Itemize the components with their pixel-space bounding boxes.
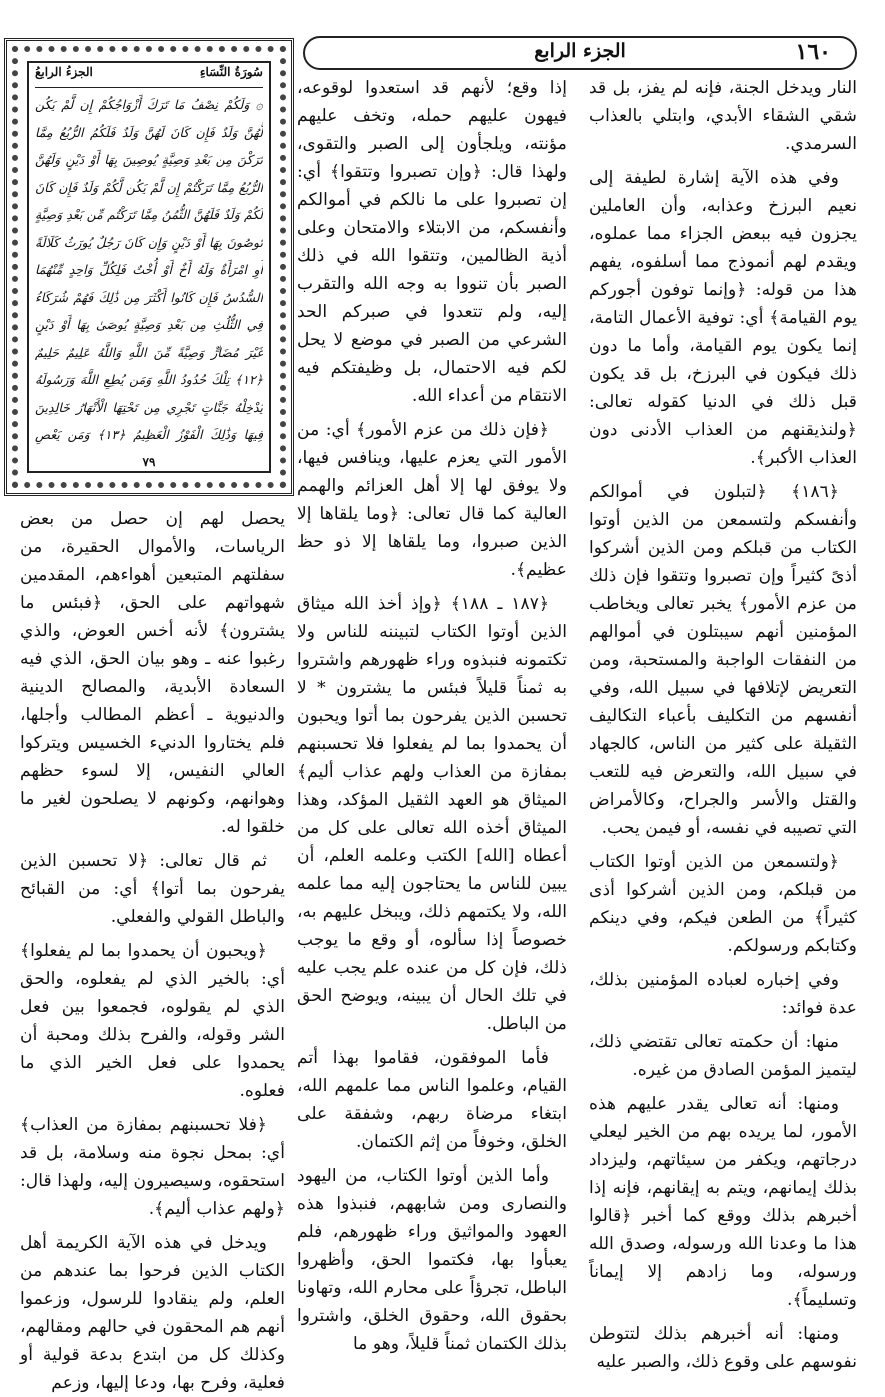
text-column-right	[589, 74, 857, 1374]
page-header	[303, 36, 857, 70]
mushaf-surah-name: سُورَةُ النِّسَاءِ	[199, 65, 263, 79]
mushaf-page-number: ٧٩	[142, 455, 156, 469]
paragraph: وفي إخباره لعباده المؤمنين بذلك، عدة فوائد:	[589, 970, 857, 1018]
mushaf-juz-mark: الجزءُ الرابعُ	[35, 65, 93, 79]
mushaf-page-image	[4, 38, 294, 496]
paragraph: ﴿فلا تحسبنهم بمفازة من العذاب﴾ أي: بمحل نجوة منه وسلامة، بل قد استحقوه، وسيصيرون إليه، ولهذا قال: ﴿ولهم عذاب أليم﴾.	[20, 1115, 285, 1219]
paragraph: وأما الذين أوتوا الكتاب، من اليهود والنصارى ومن شابههم، فنبذوا هذه العهود والمواثيق وراء ظهورهم، فلم يعبأوا بها، فكتموا الحق، وأظهروا الباطل، تجرؤاً على محارم الله، وتهاونا بحقوق الله، وحقوق الخلق، واشتروا بذلك الكتمان ثمناً قليلاً، وهو ما	[297, 1166, 567, 1354]
text-column-middle	[297, 74, 567, 1374]
page-number: ١٦٠	[795, 39, 831, 65]
text-column-left	[20, 505, 285, 1393]
mushaf-verses: ۞ وَلَكُمْ نِصْفُ مَا تَرَكَ أَزْوَاجُكُمْ إِن لَّمْ يَكُن لَّهُنَّ وَلَدٌ فَإِن كَانَ لَهُنَّ وَلَدٌ فَلَكُمُ الرُّبُعُ مِمَّا تَرَكْنَ مِن بَعْدِ وَصِيَّةٍ يُوصِينَ بِهَا أَوْ دَيْنٍ وَلَهُنَّ الرُّبُعُ مِمَّا تَرَكْتُمْ إِن لَّمْ يَكُن لَّكُمْ وَلَدٌ فَإِن كَانَ لَكُمْ وَلَدٌ فَلَهُنَّ الثُّمُنُ مِمَّا تَرَكْتُم مِّن بَعْدِ وَصِيَّةٍ تُوصُونَ بِهَا أَوْ دَيْنٍ وَإِن كَانَ رَجُلٌ يُورَثُ كَلَالَةً أَوِ امْرَأَةٌ وَلَهُ أَخٌ أَوْ أُخْتٌ فَلِكُلِّ وَاحِدٍ مِّنْهُمَا السُّدُسُ فَإِن كَانُوا أَكْثَرَ مِن ذَٰلِكَ فَهُمْ شُرَكَاءُ فِي الثُّلُثِ مِن بَعْدِ وَصِيَّةٍ يُوصَىٰ بِهَا أَوْ دَيْنٍ غَيْرَ مُضَارٍّ وَصِيَّةً مِّنَ اللَّهِ وَاللَّهُ عَلِيمٌ حَلِيمٌ ﴿١٢﴾ تِلْكَ حُدُودُ اللَّهِ وَمَن يُطِعِ اللَّهَ وَرَسُولَهُ يُدْخِلْهُ جَنَّاتٍ تَجْرِي مِن تَحْتِهَا الْأَنْهَارُ خَالِدِينَ فِيهَا وَذَٰلِكَ الْفَوْزُ الْعَظِيمُ ﴿١٣﴾ وَمَن يَعْصِ	[35, 97, 263, 442]
mushaf-header	[35, 65, 263, 88]
paragraph: ثم قال تعالى: ﴿لا تحسبن الذين يفرحون بما أتوا﴾ أي: من القبائح والباطل القولي والفعلي.	[20, 851, 285, 927]
paragraph: ﴿فإن ذلك من عزم الأمور﴾ أي: من الأمور التي يعزم عليها، وينافس فيها، ولا يوفق لها إلا أهل العزائم والهمم العالية كما قال تعالى: ﴿وما يلقاها إلا الذين صبروا، وما يلقاها إلا ذو حظ عظيم﴾.	[297, 420, 567, 580]
paragraph: فأما الموفقون، فقاموا بهذا أتم القيام، وعلموا الناس مما علمهم الله، ابتغاء مرضاة ربهم، وشفقة على الخلق، وخوفاً من إثم الكتمان.	[297, 1048, 567, 1152]
paragraph: إذا وقع؛ لأنهم قد استعدوا لوقوعه، فيهون عليهم حمله، وتخف عليهم مؤنته، ويلجأون إلى الصبر والتقوى، ولهذا قال: ﴿وإن تصبروا وتتقوا﴾ أي: إن تصبروا على ما نالكم في أموالكم وأنفسكم، من الابتلاء والامتحان وعلى أذية الظالمين، وتتقوا الله في ذلك الصبر بأن تنووا به وجه الله والتقرب إليه، ولم تتعدوا في صبركم الحد الشرعي من الصبر في موضع لا يحل لكم فيه الاحتمال، بل وظيفتكم فيه الانتقام من أعداء الله.	[297, 78, 567, 406]
paragraph: منها: أن حكمته تعالى تقتضي ذلك، ليتميز المؤمن الصادق من غيره.	[589, 1032, 857, 1080]
mushaf-inner-frame	[27, 61, 271, 473]
juz-title: الجزء الرابع	[534, 40, 626, 62]
paragraph: يحصل لهم إن حصل من بعض الرياسات، والأموال الحقيرة، من سفلتهم المتبعين أهواءهم، المقدمين شهواتهم على الحق، ﴿فبئس ما يشترون﴾ لأنه أخس العوض، والذي رغبوا عنه ـ وهو بيان الحق، الذي فيه السعادة الأبدية، والمصالح الدينية والدنيوية ـ أعظم المطالب وأجلها، فلم يختاروا الدنيء الخسيس ويتركوا العالي النفيس، إلا لسوء حظهم وهوانهم، وكونهم لا يصلحون لغير ما خلقوا له.	[20, 509, 285, 837]
paragraph: ومنها: أنه أخبرهم بذلك لتتوطن نفوسهم على وقوع ذلك، والصبر عليه	[589, 1324, 857, 1372]
paragraph: وفي هذه الآية إشارة لطيفة إلى نعيم البرزخ وعذابه، وأن العاملين يجزون فيه ببعض الجزاء مما عملوه، ويقدم لهم أنموذج مما أسلفوه، يفهم هذا من قوله: ﴿وإنما توفون أجوركم يوم القيامة﴾ أي: توفية الأعمال التامة، إنما يكون يوم القيامة، وأما ما دون ذلك فيكون في البرزخ، بل قد يكون قبل ذلك في الدنيا كقوله تعالى: ﴿ولنذيقنهم من العذاب الأدنى دون العذاب الأكبر﴾.	[589, 168, 857, 468]
paragraph: ويدخل في هذه الآية الكريمة أهل الكتاب الذين فرحوا بما عندهم من العلم، ولم ينقادوا للرسول، وزعموا أنهم هم المحقون في حالهم ومقالهم، وكذلك كل من ابتدع بدعة قولية أو فعلية، وفرح بها، ودعا إليها، وزعم	[20, 1233, 285, 1393]
paragraph: ومنها: أنه تعالى يقدر عليهم هذه الأمور، لما يريده بهم من الخير ليعلي درجاتهم، ويكفر من سيئاتهم، وليزداد بذلك إيمانهم، ويتم به إيقانهم، فإنه إذا أخبرهم بذلك ووقع كما أخبر ﴿قالوا هذا ما وعدنا الله ورسوله، وصدق الله ورسوله، وما زادهم إلا إيماناً وتسليماً﴾.	[589, 1094, 857, 1310]
paragraph: ﴿ويحبون أن يحمدوا بما لم يفعلوا﴾ أي: بالخير الذي لم يفعلوه، والحق الذي لم يقولوه، فجمعوا بين فعل الشر وقوله، والفرح بذلك ومحبة أن يحمدوا على فعل الخير الذي ما فعلوه.	[20, 941, 285, 1101]
paragraph: ﴿١٨٧ ـ ١٨٨﴾ ﴿وإذ أخذ الله ميثاق الذين أوتوا الكتاب لتبيننه للناس ولا تكتمونه فنبذوه وراء ظهورهم واشتروا به ثمناً قليلاً فبئس ما يشترون * لا تحسبن الذين يفرحون بما أتوا ويحبون أن يحمدوا بما لم يفعلوا فلا تحسبنهم بمفازة من العذاب ولهم عذاب أليم﴾ الميثاق هو العهد الثقيل المؤكد، وهذا الميثاق أخذه الله تعالى على كل من أعطاه [الله] الكتب وعلمه العلم، أن يبين للناس ما يحتاجون إليه مما علمه الله، ولا يكتمهم ذلك، ويبخل عليهم به، خصوصاً إذا سألوه، أو وقع ما يوجب ذلك، فإن كل من عنده علم يجب عليه في تلك الحال أن يبينه، ويوضح الحق من الباطل.	[297, 594, 567, 1034]
paragraph: ﴿ولتسمعن من الذين أوتوا الكتاب من قبلكم، ومن الذين أشركوا أذى كثيراً﴾ من الطعن فيكم، وفي دينكم وكتابكم ورسولكم.	[589, 852, 857, 956]
paragraph: ﴿١٨٦﴾ ﴿لتبلون في أموالكم وأنفسكم ولتسمعن من الذين أوتوا الكتاب من قبلكم ومن الذين أشركوا أذىً كثيراً وإن تصبروا وتتقوا فإن ذلك من عزم الأمور﴾ يخبر تعالى ويخاطب المؤمنين أنهم سيبتلون في أموالهم من النفقات الواجبة والمستحبة، ومن التعريض لإتلافها في سبيل الله، وفي أنفسهم من التكليف بأعباء التكاليف الثقيلة على كثير من الناس، كالجهاد في سبيل الله، والتعرض فيه للتعب والقتل والأسر والجراح، وكالأمراض التي تصيبه في نفسه، أو فيمن يحب.	[589, 482, 857, 838]
paragraph: النار ويدخل الجنة، فإنه لم يفز، بل قد شقي الشقاء الأبدي، وابتلي بالعذاب السرمدي.	[589, 78, 857, 154]
